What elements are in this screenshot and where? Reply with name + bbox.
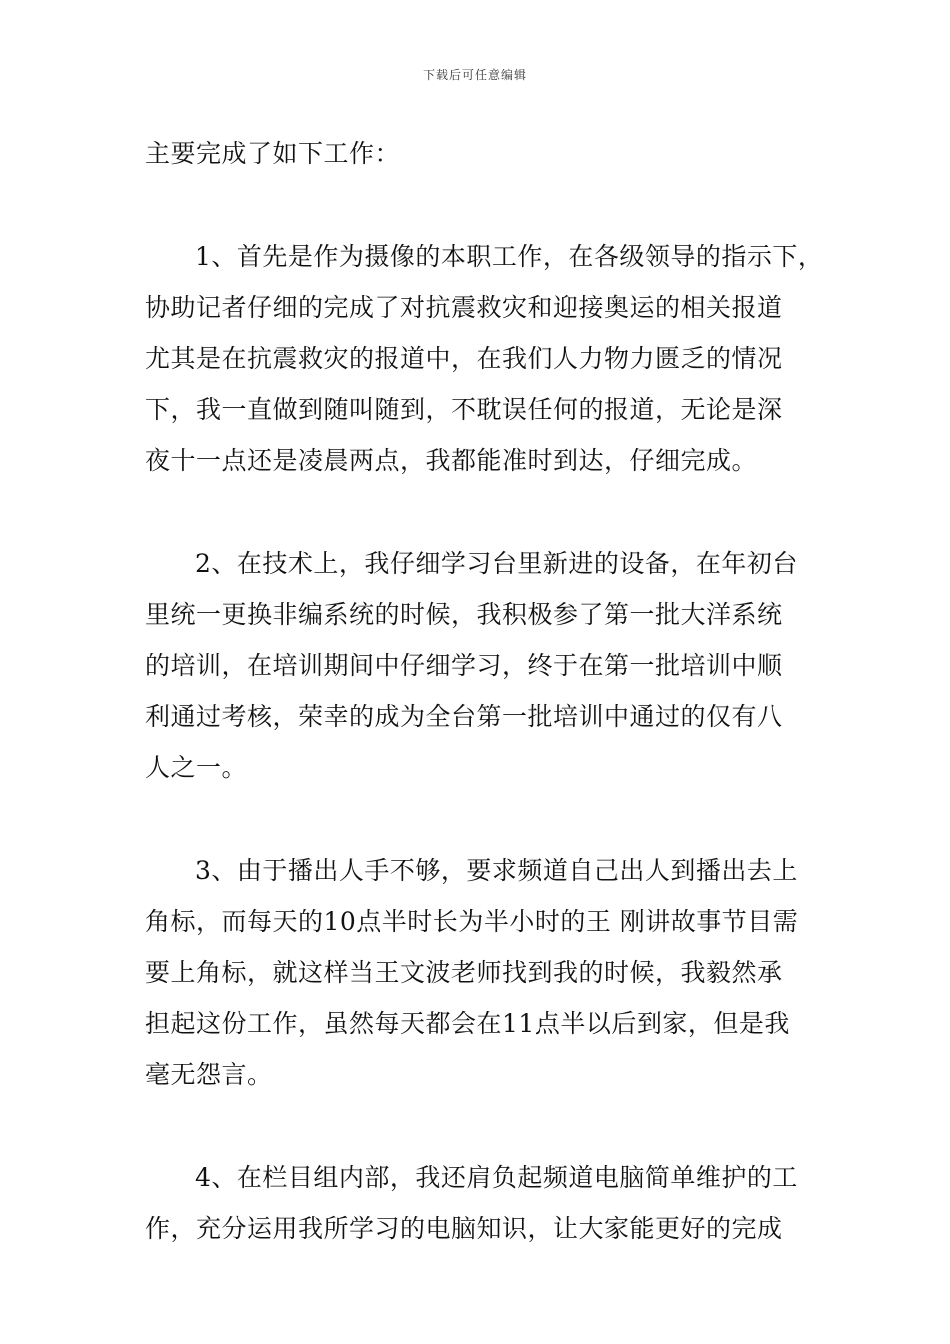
header-note: 下载后可任意编辑 — [422, 68, 527, 82]
paragraph-gap — [145, 179, 815, 231]
intro-line: 主要完成了如下工作： — [145, 139, 401, 168]
paragraph-line: 3、由于播出人手不够，要求频道自己出人到播出去上 — [195, 856, 798, 885]
paragraph-3 — [145, 845, 815, 1100]
paragraph-line: 1、首先是作为摄像的本职工作，在各级领导的指示下， — [195, 242, 824, 271]
paragraph-line: 担起这份工作，虽然每天都会在11点半以后到家，但是我 — [145, 1009, 790, 1038]
paragraph-line: 利通过考核，荣幸的成为全台第一批培训中通过的仅有八 — [145, 702, 783, 731]
paragraph-line: 人之一。 — [145, 753, 248, 782]
paragraph-line: 协助记者仔细的完成了对抗震救灾和迎接奥运的相关报道 — [145, 293, 783, 322]
paragraph-line: 作，充分运用我所学习的电脑知识，让大家能更好的完成 — [145, 1214, 783, 1243]
paragraph-line: 要上角标，就这样当王文波老师找到我的时候，我毅然承 — [145, 958, 783, 987]
paragraph-1 — [145, 231, 824, 486]
paragraph-gap — [145, 1100, 815, 1152]
paragraph-4 — [145, 1152, 815, 1254]
document-body — [145, 128, 824, 1254]
paragraph-line: 尤其是在抗震救灾的报道中，在我们人力物力匮乏的情况 — [145, 344, 783, 373]
paragraph-line: 4、在栏目组内部，我还肩负起频道电脑简单维护的工 — [195, 1163, 798, 1192]
paragraph-line: 2、在技术上，我仔细学习台里新进的设备，在年初台 — [195, 549, 798, 578]
paragraph-line: 毫无怨言。 — [145, 1060, 273, 1089]
paragraph-line: 下，我一直做到随叫随到，不耽误任何的报道，无论是深 — [145, 395, 783, 424]
paragraph-gap — [145, 793, 815, 845]
paragraph-gap — [145, 486, 815, 538]
paragraph-line: 角标，而每天的10点半时长为半小时的王 刚讲故事节目需 — [145, 907, 799, 936]
paragraph-2 — [145, 538, 815, 793]
paragraph-line: 夜十一点还是凌晨两点，我都能准时到达，仔细完成。 — [145, 446, 758, 475]
paragraph-line: 里统一更换非编系统的时候，我积极参了第一批大洋系统 — [145, 600, 783, 629]
paragraph-line: 的培训，在培训期间中仔细学习，终于在第一批培训中顺 — [145, 651, 783, 680]
